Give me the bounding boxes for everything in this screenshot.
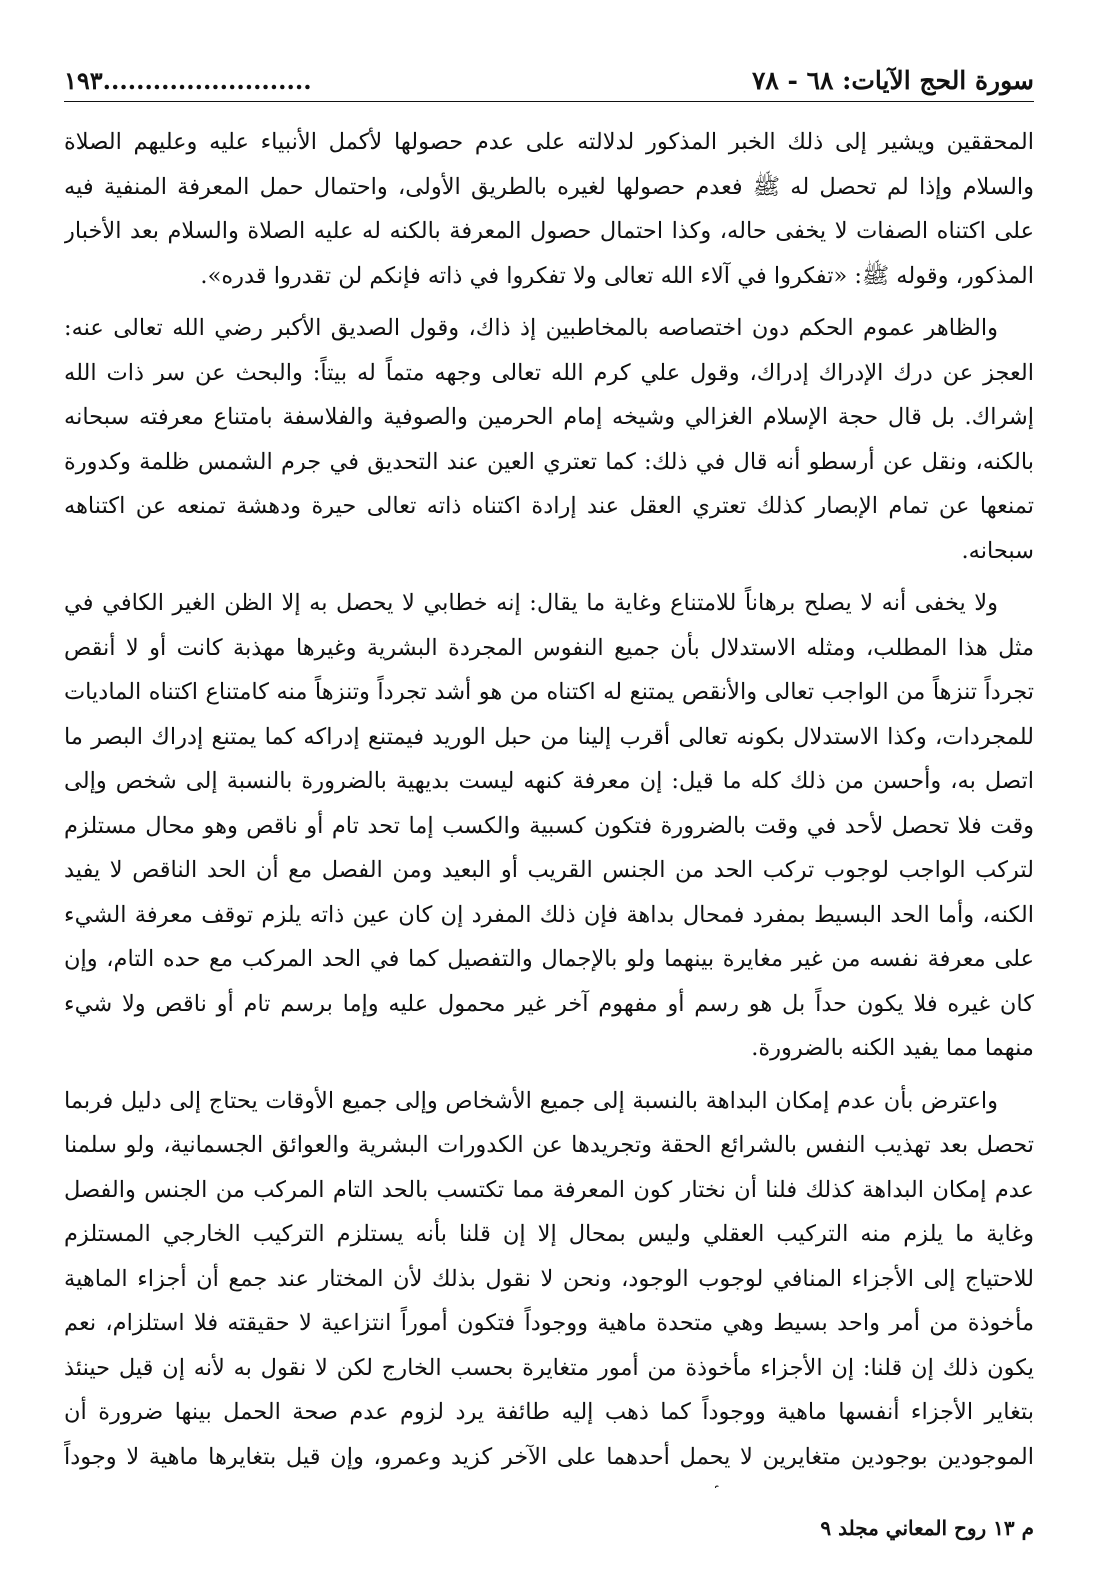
signature-footer xyxy=(820,1508,1034,1548)
paragraph-2: والظاهر عموم الحكم دون اختصاصه بالمخاطبين إذ ذاك، وقول الصديق الأكبر رضي الله تعالى عنه: العجز عن درك الإدراك إدراك، وقول علي كرم الله تعالى وجهه متماً له بيتاً: والبحث عن سر ذات الله إشراك. بل قال حجة الإسلام الغزالي وشيخه إمام الحرمين والصوفية والفلاسفة بامتناع معرفته سبحانه بالكنه، ونقل عن أرسطو أنه قال في ذلك: كما تعتري العين عند التحديق في جرم الشمس ظلمة وكدورة تمنعها عن تمام الإبصار كذلك تعتري العقل عند إرادة اكتناه ذاته تعالى حيرة ودهشة تمنعه عن اكتناهه سبحانه. xyxy=(64,315,1034,564)
book-page xyxy=(64,58,1034,1548)
text-body xyxy=(64,120,1034,1488)
paragraph-4: واعترض بأن عدم إمكان البداهة بالنسبة إلى جميع الأشخاص وإلى جميع الأوقات يحتاج إلى دليل فربما تحصل بعد تهذيب النفس بالشرائع الحقة وتجريدها عن الكدورات البشرية والعوائق الجسمانية، ولو سلمنا عدم إمكان البداهة كذلك فلنا أن نختار كون المعرفة مما تكتسب بالحد التام المركب من الجنس والفصل وغاية ما يلزم منه التركيب العقلي وليس بمحال إلا إن قلنا بأنه يستلزم التركيب الخارجي المستلزم للاحتياج إلى الأجزاء المنافي لوجوب الوجود، ونحن لا نقول بذلك لأن المختار عند جمع أن أجزاء الماهية مأخوذة من أمر واحد بسيط وهي متحدة ماهية ووجوداً فتكون أموراً انتزاعية لا حقيقته فلا استلزام، نعم يكون ذلك إن قلنا: إن الأجزاء مأخوذة من أمور متغايرة بحسب الخارج لكن لا نقول به لأنه إن قيل حينئذ بتغاير الأجزاء أنفسها ماهية ووجوداً كما ذهب إليه طائفة يرد لزوم عدم صحة الحمل بينها ضرورة أن الموجودين بوجودين متغايرين لا يحمل أحدهما على الآخر كزيد وعمرو، وإن قيل بتغايرها ماهية لا وجوداً xyxy=(64,1087,1034,1470)
paragraph-3: ولا يخفى أنه لا يصلح برهاناً للامتناع وغاية ما يقال: إنه خطابي لا يحصل به إلا الظن الغير الكافي في مثل هذا المطلب، ومثله الاستدلال بأن جميع النفوس المجردة البشرية وغيرها مهذبة كانت أو لا أنقص تجرداً تنزهاً من الواجب تعالى والأنقص يمتنع له اكتناه من هو أشد تجرداً وتنزهاً منه كامتناع اكتناه الماديات للمجردات، وكذا الاستدلال بكونه تعالى أقرب إلينا من حبل الوريد فيمتنع إدراكه كما يمتنع إدراك البصر ما اتصل به، وأحسن من ذلك كله ما قيل: إن معرفة كنهه ليست بديهية بالضرورة بالنسبة إلى شخص وإلى وقت فلا تحصل لأحد في وقت بالضرورة فتكون كسبية والكسب إما تحد تام أو ناقص وهو محال مستلزم لتركب الواجب لوجوب تركب الحد من الجنس القريب أو البعيد ومن الفصل مع أن الحد الناقص لا يفيد الكنه، وأما الحد البسيط بمفرد فمحال بداهة فإن ذلك المفرد إن كان عين ذاته يلزم توقف معرفة الشيء على معرفة نفسه من غير مغايرة بينهما ولو بالإجمال والتفصيل كما في الحد المركب مع حده التام، وإن كان غيره فلا يكون حداً بل هو رسم أو مفهوم آخر غير محمول عليه وإما برسم تام أو ناقص ولا شيء منهما مما يفيد الكنه بالضرورة. xyxy=(64,590,1034,1061)
running-header xyxy=(64,58,1034,102)
paragraph-1: المحققين ويشير إلى ذلك الخبر المذكور لدلالته على عدم حصولها لأكمل الأنبياء عليه وعليهم الصلاة والسلام وإذا لم تحصل له ﷺ فعدم حصولها لغيره بالطريق الأولى، واحتمال حمل المعرفة المنفية فيه على اكتناه الصفات لا يخفى حاله، وكذا احتمال حصول المعرفة بالكنه له عليه الصلاة والسلام بعد الأخبار المذكور، وقوله ﷺ: «تفكروا في آلاء الله تعالى ولا تفكروا في ذاته فإنكم لن تقدروا قدره». xyxy=(64,129,1034,289)
page-number: .........................١٩٣ xyxy=(64,66,312,95)
volume-signature: م ١٣ روح المعاني مجلد ٩ xyxy=(820,1516,1034,1540)
chapter-title: سورة الحج الآيات: ٦٨ - ٧٨ xyxy=(751,66,1034,95)
